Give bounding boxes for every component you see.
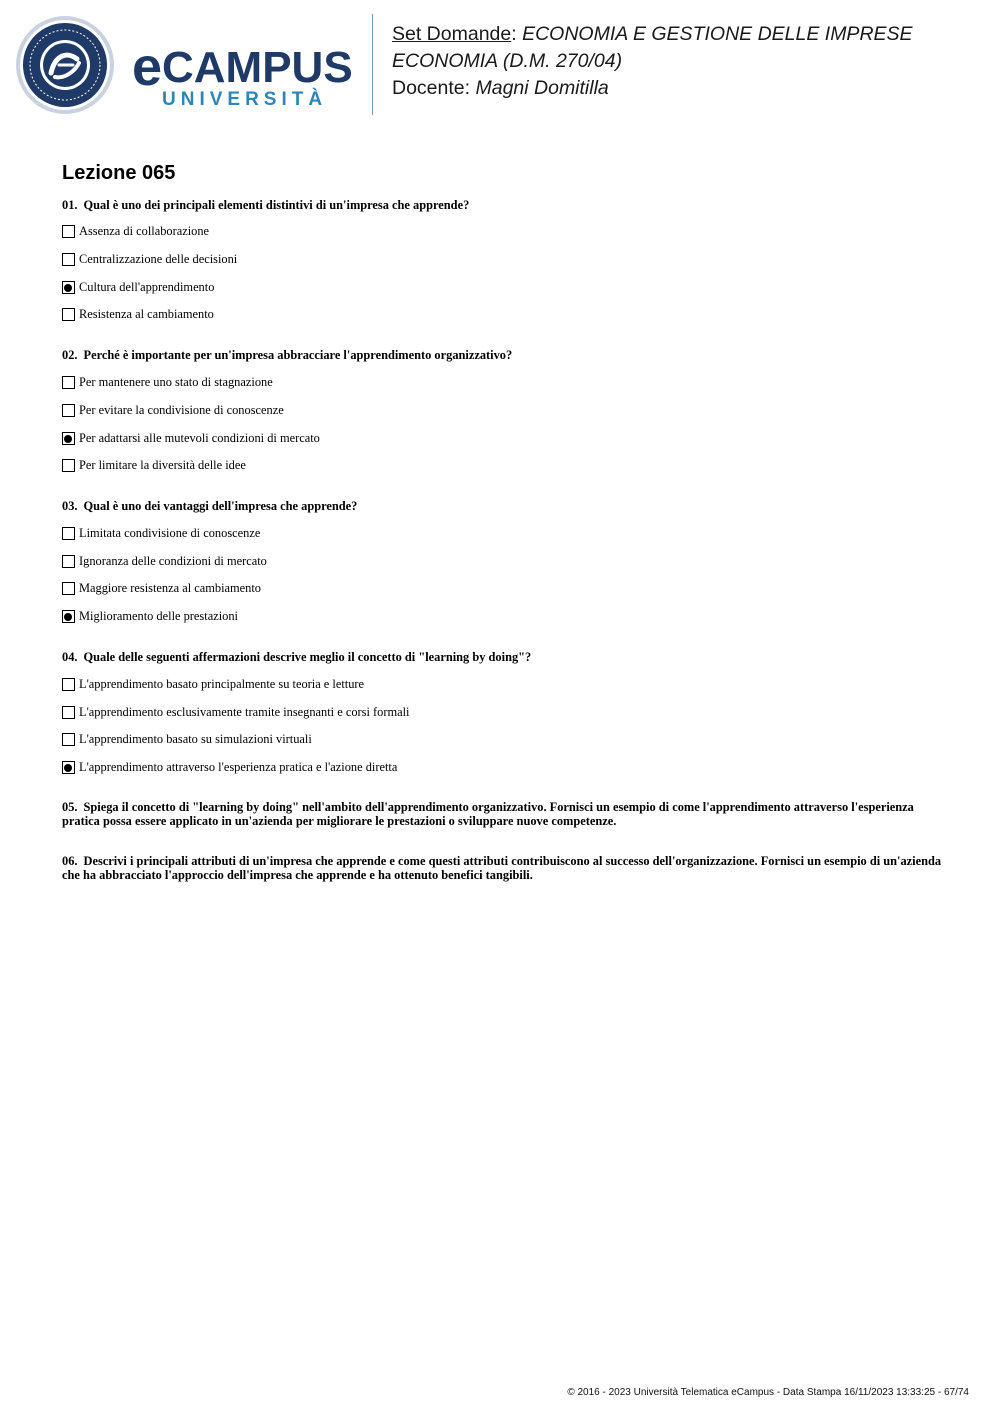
logo-universita: UNIVERSITÀ <box>162 89 328 110</box>
course-line-1 <box>392 21 913 48</box>
checkbox[interactable] <box>62 582 75 595</box>
question-text: Descrivi i principali attributi di un'impresa che apprende e come questi attributi contribuiscono al successo dell'organizzazione. Fornisci un esempio di un'azienda che ha abbracciato l'approccio dell'impresa che apprende e ha ottenuto benefici tangibili. <box>62 854 942 882</box>
answer-option[interactable] <box>62 279 214 295</box>
question-text: Quale delle seguenti affermazioni descrive meglio il concetto di "learning by doing"? <box>83 650 532 664</box>
checkbox[interactable] <box>62 225 75 238</box>
checkbox[interactable] <box>62 706 75 719</box>
answer-option-label: Maggiore resistenza al cambiamento <box>79 580 261 595</box>
answer-option[interactable] <box>62 430 320 446</box>
page-footer: © 2016 - 2023 Università Telematica eCampus - Data Stampa 16/11/2023 13:33:25 - 67/74 <box>567 1387 969 1398</box>
checked-checkbox[interactable] <box>62 281 75 294</box>
header-divider <box>372 14 373 115</box>
checkbox[interactable] <box>62 308 75 321</box>
answer-option[interactable] <box>62 731 312 747</box>
question-number: 06. <box>62 854 78 868</box>
question-number: 02. <box>62 348 78 362</box>
question-number: 03. <box>62 499 78 513</box>
checkbox[interactable] <box>62 733 75 746</box>
answer-option[interactable] <box>62 525 260 541</box>
checkbox[interactable] <box>62 253 75 266</box>
answer-option[interactable] <box>62 553 267 569</box>
question <box>62 854 942 882</box>
docente-line <box>392 75 913 102</box>
answer-option[interactable] <box>62 306 214 322</box>
answer-option-label: Centralizzazione delle decisioni <box>79 251 238 266</box>
checkbox[interactable] <box>62 404 75 417</box>
answer-option[interactable] <box>62 457 246 473</box>
course-info <box>392 21 913 102</box>
docente-name: Magni Domitilla <box>475 77 609 99</box>
answer-option[interactable] <box>62 704 409 720</box>
answer-option[interactable] <box>62 251 237 267</box>
answer-option-label: Assenza di collaborazione <box>79 223 210 238</box>
question <box>62 800 942 828</box>
page-header <box>0 0 1000 130</box>
ecampus-seal-logo <box>15 15 115 115</box>
question <box>62 198 942 212</box>
checked-checkbox[interactable] <box>62 432 75 445</box>
answer-option[interactable] <box>62 374 273 390</box>
docente-label: Docente: <box>392 77 471 99</box>
question-text: Spiega il concetto di "learning by doing" nell'ambito dell'apprendimento organizzativo. Fornisci un esempio di come l'apprendimento attraverso l'esperienza pratica possa essere applicato in un'azienda per migliorare le prestazioni o sviluppare nuove competenze. <box>62 800 914 828</box>
ecampus-wordmark <box>132 37 357 112</box>
logo-campus: CAMPUS <box>162 43 353 92</box>
checked-checkbox[interactable] <box>62 761 75 774</box>
answer-option-label: Resistenza al cambiamento <box>79 306 214 321</box>
question <box>62 650 942 664</box>
answer-option[interactable] <box>62 223 209 239</box>
answer-option[interactable] <box>62 676 364 692</box>
question-number: 01. <box>62 198 78 212</box>
checked-checkbox[interactable] <box>62 610 75 623</box>
answer-option-label: Miglioramento delle prestazioni <box>79 608 238 623</box>
checkbox[interactable] <box>62 376 75 389</box>
answer-option-label: L'apprendimento esclusivamente tramite insegnanti e corsi formali <box>79 704 410 719</box>
answer-option-label: L'apprendimento basato su simulazioni virtuali <box>79 731 312 746</box>
logo-e: e <box>132 37 161 97</box>
answer-option-label: Per mantenere uno stato di stagnazione <box>79 374 273 389</box>
course-title: ECONOMIA E GESTIONE DELLE IMPRESE <box>522 23 913 45</box>
answer-option-label: L'apprendimento basato principalmente su teoria e letture <box>79 676 365 691</box>
answer-option-label: Ignoranza delle condizioni di mercato <box>79 553 267 568</box>
course-line-2: ECONOMIA (D.M. 270/04) <box>392 50 623 72</box>
question <box>62 348 942 362</box>
answer-option-label: Limitata condivisione di conoscenze <box>79 525 261 540</box>
question-number: 04. <box>62 650 78 664</box>
checkbox[interactable] <box>62 527 75 540</box>
answer-option-label: Cultura dell'apprendimento <box>79 279 215 294</box>
checkbox[interactable] <box>62 555 75 568</box>
question <box>62 499 942 513</box>
question-number: 05. <box>62 800 78 814</box>
question-text: Qual è uno dei principali elementi distintivi di un'impresa che apprende? <box>83 198 470 212</box>
set-domande-label: Set Domande <box>392 23 512 45</box>
answer-option[interactable] <box>62 580 261 596</box>
question-text: Perché è importante per un'impresa abbracciare l'apprendimento organizzativo? <box>83 348 513 362</box>
answer-option-label: Per adattarsi alle mutevoli condizioni di mercato <box>79 430 320 445</box>
checkbox[interactable] <box>62 459 75 472</box>
checkbox[interactable] <box>62 678 75 691</box>
answer-option[interactable] <box>62 759 397 775</box>
answer-option-label: Per evitare la condivisione di conoscenze <box>79 402 284 417</box>
colon: : <box>511 23 517 45</box>
lesson-title: Lezione 065 <box>62 162 176 184</box>
question-text: Qual è uno dei vantaggi dell'impresa che apprende? <box>83 499 358 513</box>
answer-option-label: Per limitare la diversità delle idee <box>79 457 246 472</box>
answer-option[interactable] <box>62 608 238 624</box>
answer-option[interactable] <box>62 402 284 418</box>
answer-option-label: L'apprendimento attraverso l'esperienza pratica e l'azione diretta <box>79 759 398 774</box>
